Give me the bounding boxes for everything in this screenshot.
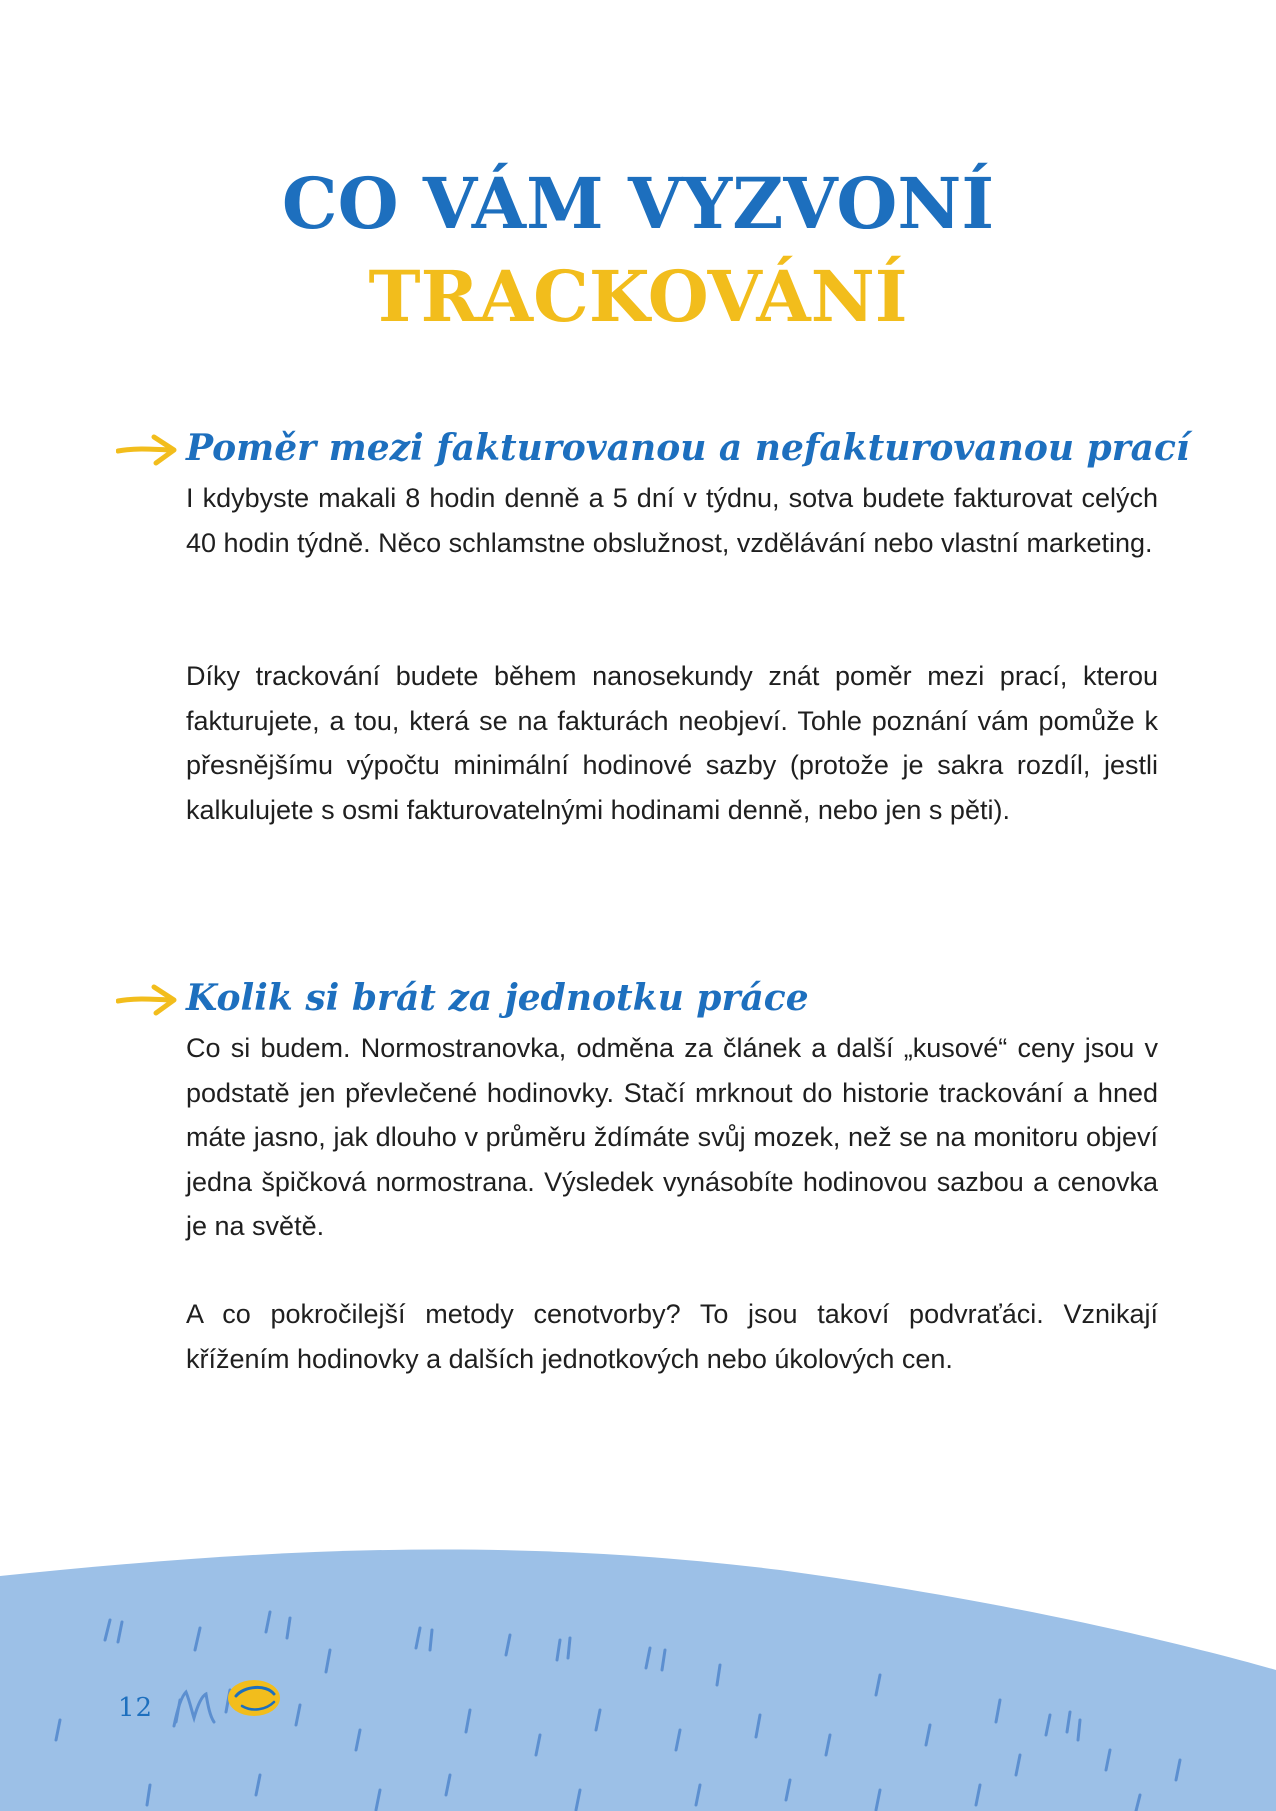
paragraph: Díky trackování budete během nanosekundy znát poměr mezi prací, kterou fakturujete, a tou, která se na fakturách neobjeví. Tohle poznání vám pomůže k přesnějšímu výpočtu minimální hodinové sazby (protože je sakra rozdíl, jestli kalkulujete s osmi fakturovatelnými hodinami denně, nebo jen s pěti). (186, 661, 1158, 825)
section-unit-price (0, 970, 1276, 1374)
arrow-right-icon (116, 982, 180, 1016)
section-heading-row (0, 420, 1276, 476)
paragraph: Co si budem. Normostranovka, odměna za článek a další „kusové“ ceny jsou v podstatě jen převlečené hodinovky. Stačí mrknout do historie trackování a hned máte jasno, jak dlouho v průměru ždímáte svůj mozek, než se na monitoru objeví jedna špičková normostrana. Výsledek vynásobíte hodinovou sazbou a cenovka je na světě. (186, 1033, 1158, 1241)
grass-stroke (568, 1638, 570, 1658)
section-billable-ratio (0, 420, 1276, 825)
arrow-right-icon (116, 432, 180, 466)
section-heading-row (0, 970, 1276, 1026)
page-title-line-2: TRACKOVÁNÍ (368, 255, 908, 338)
section-heading: Kolik si brát za jednotku práce (186, 977, 809, 1019)
grass-stroke (430, 1630, 432, 1650)
paragraph: I kdybyste makali 8 hodin denně a 5 dní v týdnu, sotva budete fakturovat celých 40 hodin týdně. Něco schlamstne obslužnost, vzdělávání nebo vlastní marketing. (186, 483, 1158, 558)
brand-logo-icon (170, 1656, 288, 1736)
page-title-line-1: CO VÁM VYZVONÍ (281, 162, 995, 245)
section-heading: Poměr mezi fakturovanou a nefakturovanou prací (186, 427, 1190, 469)
page-number: 12 (118, 1693, 154, 1723)
paragraph: A co pokročilejší metody cenotvorby? To jsou takoví podvraťáci. Vznikají křížením hodinovky a dalších jednotkových nebo úkolových cen. (186, 1299, 1158, 1374)
grass-stroke (1078, 1720, 1080, 1740)
